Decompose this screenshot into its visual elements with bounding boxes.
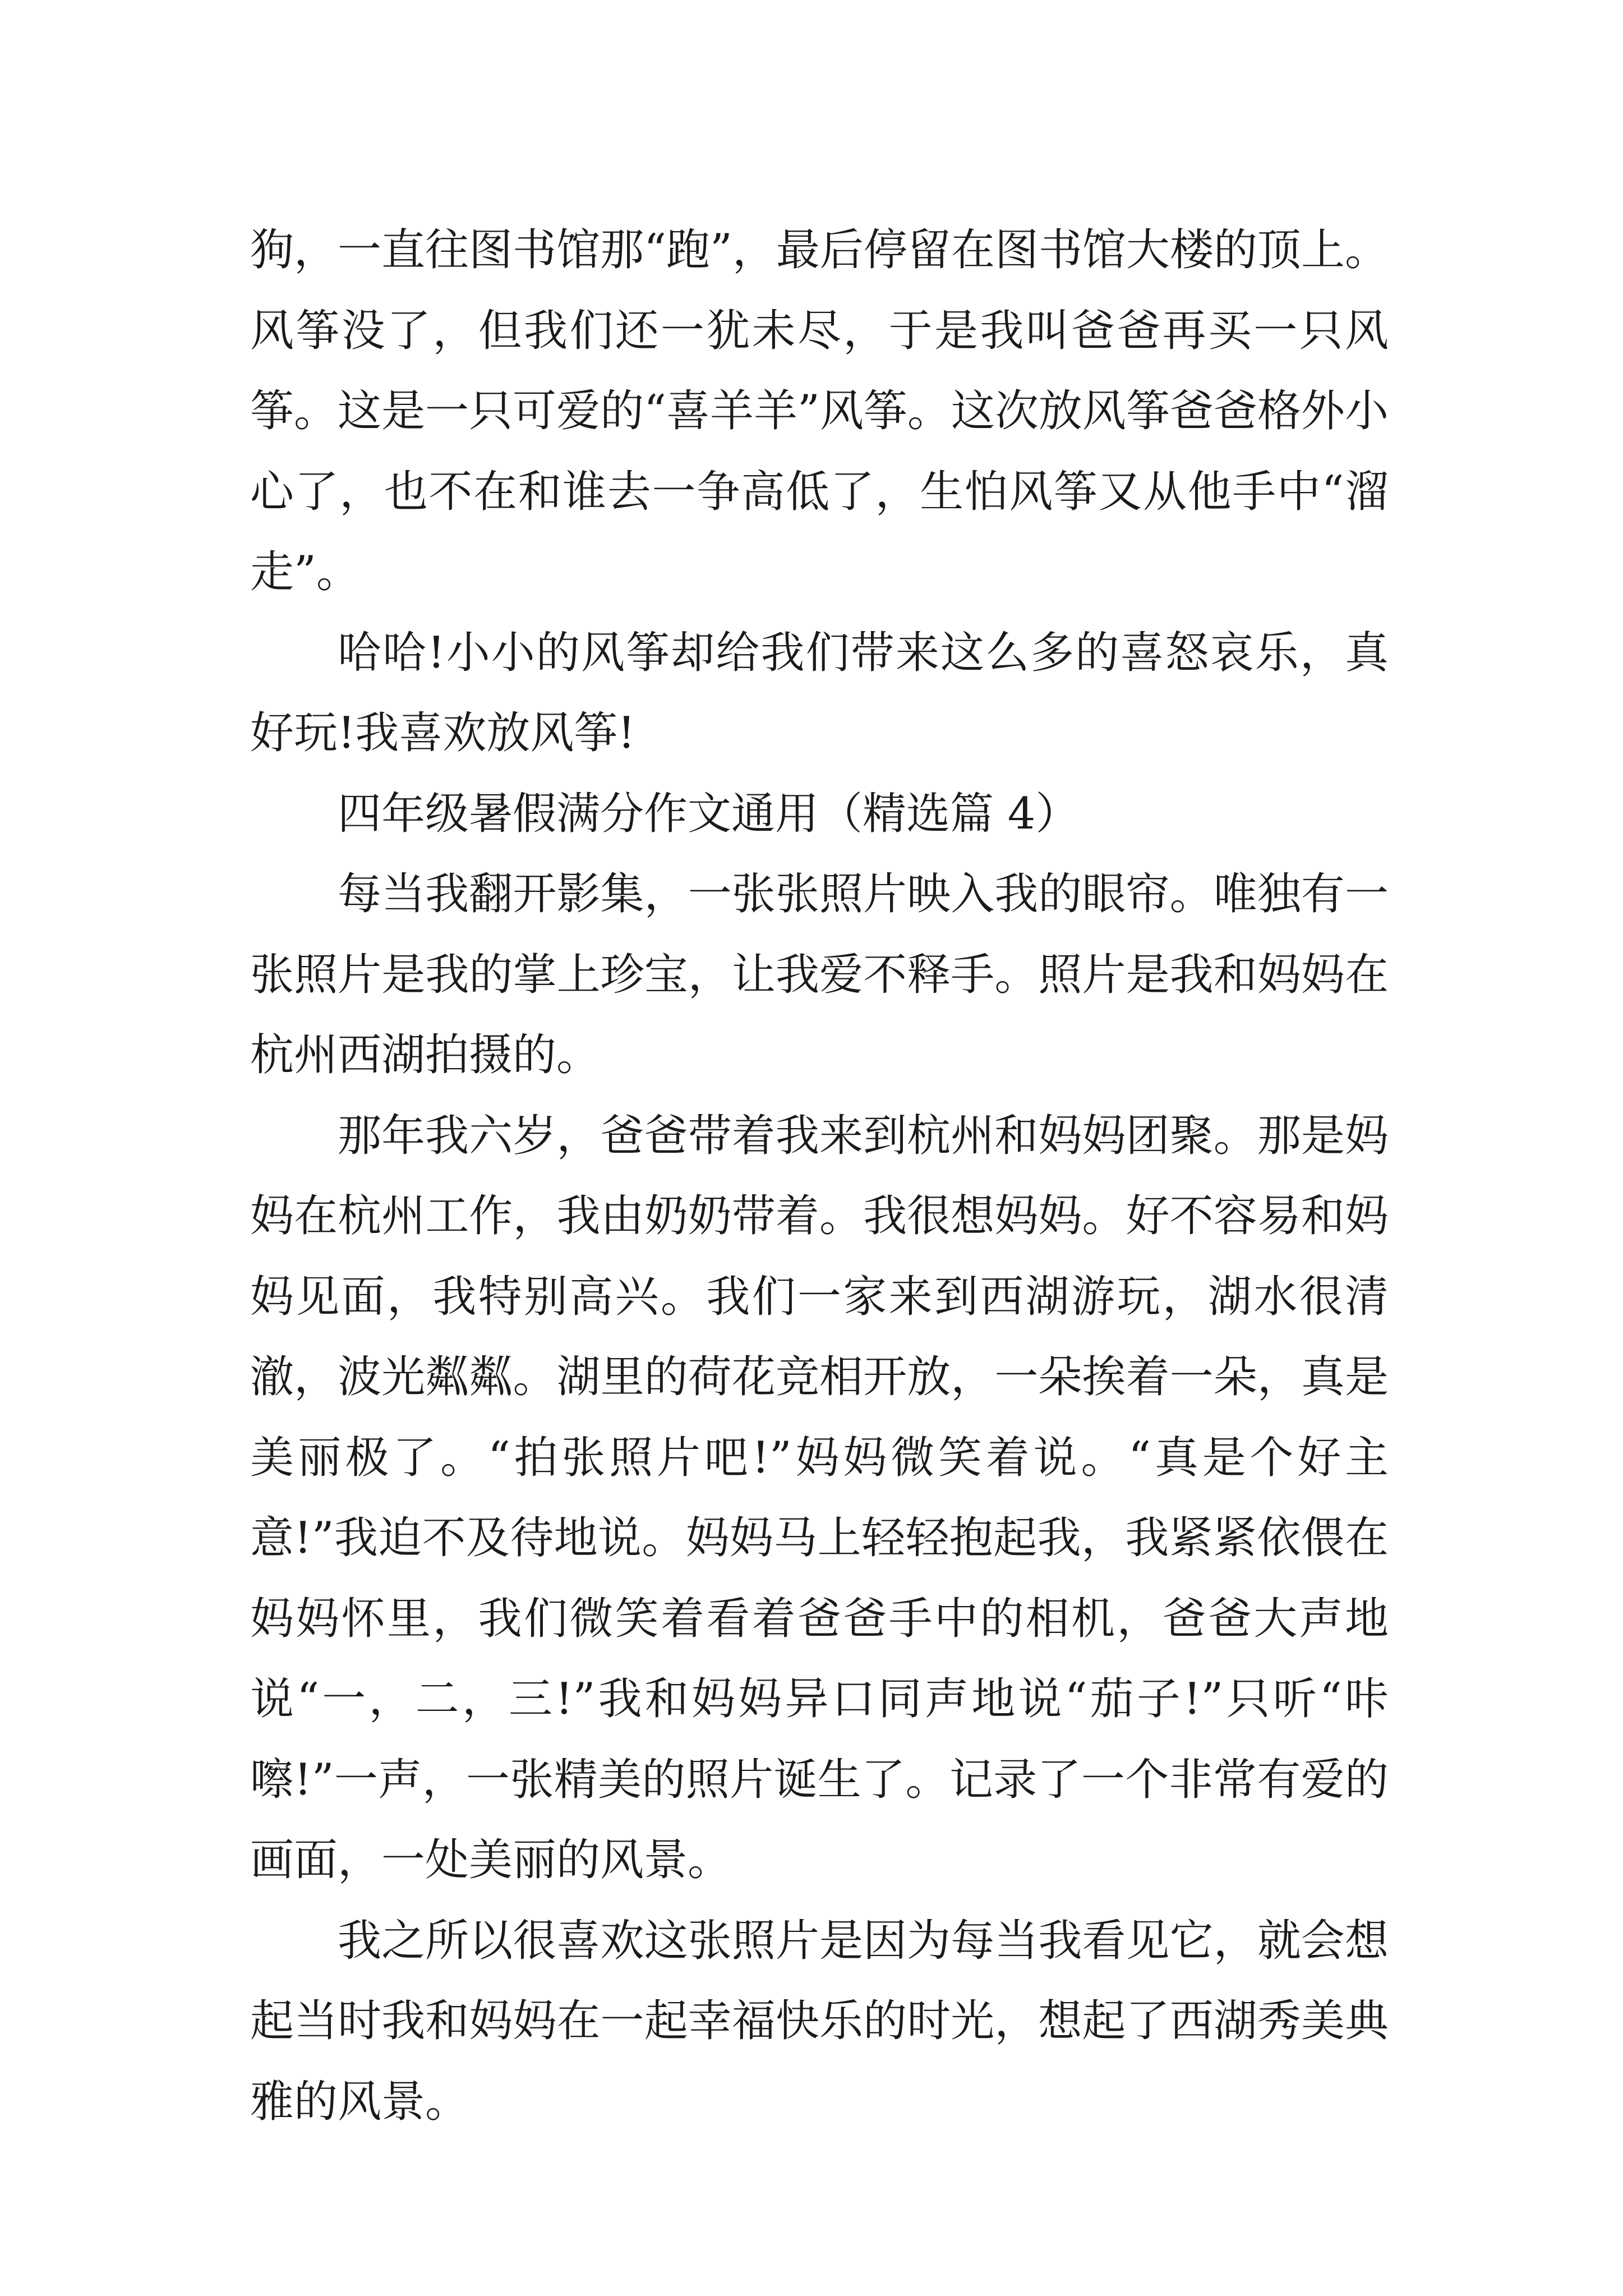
paragraph: 哈哈!小小的风筝却给我们带来这么多的喜怒哀乐，真好玩!我喜欢放风筝!: [250, 627, 1389, 758]
paragraph: 每当我翻开影集，一张张照片映入我的眼帘。唯独有一张照片是我的掌上珍宝，让我爱不释手。照片是我和妈妈在杭州西湖拍摄的。: [250, 869, 1389, 1080]
document-body: [250, 210, 1389, 2142]
paragraph-continued: 狗，一直往图书馆那“跑”，最后停留在图书馆大楼的顶上。风筝没了，但我们还一犹未尽，于是我叫爸爸再买一只风筝。这是一只可爱的“喜羊羊”风筝。这次放风筝爸爸格外小心了，也不在和谁去一争高低了，生怕风筝又从他手中“溜走”。: [250, 225, 1389, 597]
section-heading: 四年级暑假满分作文通用（精选篇 4）: [338, 788, 1080, 839]
paragraph: 我之所以很喜欢这张照片是因为每当我看见它，就会想起当时我和妈妈在一起幸福快乐的时光，想起了西湖秀美典雅的风景。: [250, 1915, 1389, 2127]
paragraph: 那年我六岁，爸爸带着我来到杭州和妈妈团聚。那是妈妈在杭州工作，我由奶奶带着。我很想妈妈。好不容易和妈妈见面，我特别高兴。我们一家来到西湖游玩，湖水很清澈，波光粼粼。湖里的荷花竞相开放，一朵挨着一朵，真是美丽极了。“拍张照片吧!”妈妈微笑着说。“真是个好主意!”我迫不及待地说。妈妈马上轻轻抱起我，我紧紧依偎在妈妈怀里，我们微笑着看着爸爸手中的相机，爸爸大声地说“一，二，三!”我和妈妈异口同声地说“茄子!”只听“咔嚓!”一声，一张精美的照片诞生了。记录了一个非常有爱的画面，一处美丽的风景。: [250, 1110, 1389, 1885]
